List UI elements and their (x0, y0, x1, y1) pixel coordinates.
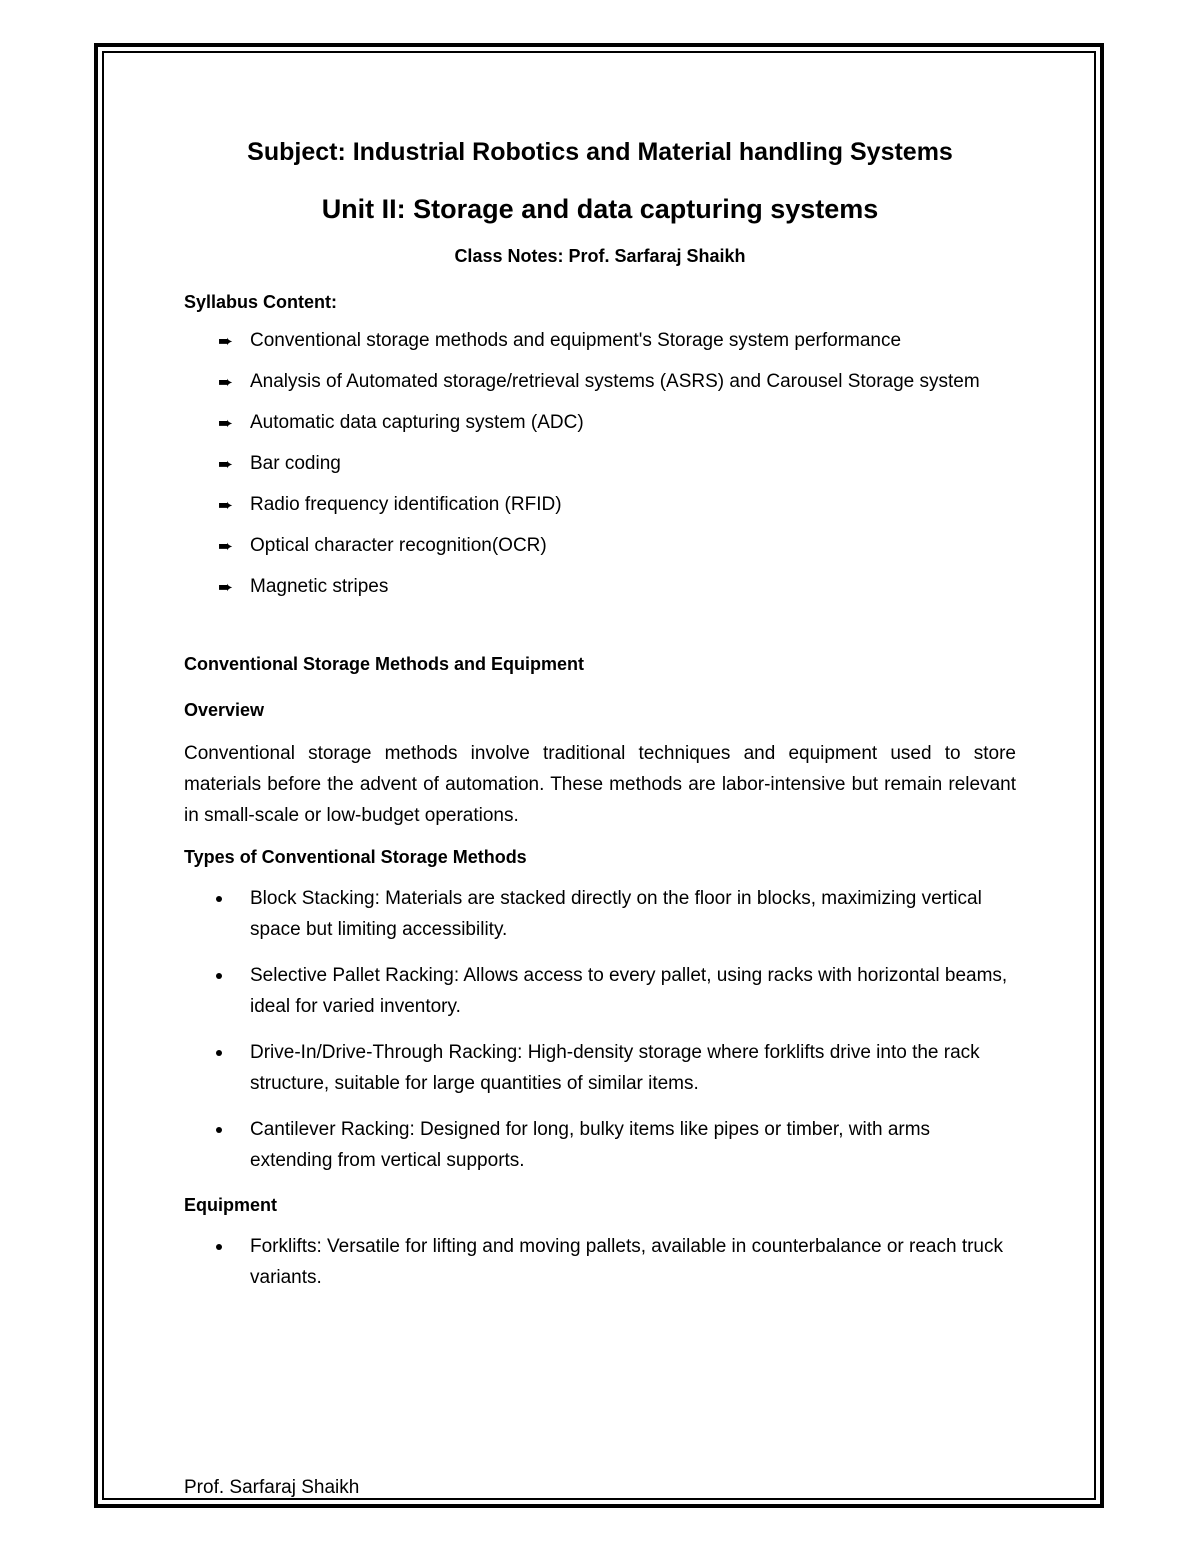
list-item (184, 369, 1016, 395)
equipment-item-text: Forklifts: Versatile for lifting and moving pallets, available in counterbalance or reach truck variants. (250, 1236, 1003, 1288)
unit-title: Unit II: Storage and data capturing systems (321, 194, 879, 224)
list-item (184, 451, 1016, 477)
syllabus-list (184, 328, 1016, 600)
equipment-heading: Equipment (184, 1195, 277, 1215)
list-item (184, 328, 1016, 354)
arrow-bullet-icon: ➨ (218, 577, 234, 597)
bullet-dot-icon (216, 1244, 222, 1250)
list-item (184, 1114, 1016, 1176)
bullet-dot-icon (216, 1050, 222, 1056)
types-heading: Types of Conventional Storage Methods (184, 847, 527, 867)
bullet-dot-icon (216, 973, 222, 979)
types-list (184, 883, 1016, 1176)
arrow-bullet-icon: ➨ (218, 454, 234, 474)
equipment-list (184, 1231, 1016, 1293)
syllabus-item-text: Conventional storage methods and equipment's Storage system performance (250, 330, 902, 351)
bullet-dot-icon (216, 896, 222, 902)
bullet-dot-icon (216, 1127, 222, 1133)
syllabus-item-text: Magnetic stripes (250, 576, 389, 597)
footer-author: Prof. Sarfaraj Shaikh (184, 1477, 360, 1498)
list-item (184, 533, 1016, 559)
document-content (184, 134, 1016, 1308)
arrow-bullet-icon: ➨ (218, 372, 234, 392)
syllabus-item-text: Radio frequency identification (RFID) (250, 494, 562, 515)
syllabus-item-text: Bar coding (250, 453, 341, 474)
type-item-text: Cantilever Racking: Designed for long, bulky items like pipes or timber, with arms extending from vertical supports. (250, 1119, 931, 1171)
arrow-bullet-icon: ➨ (218, 495, 234, 515)
list-item (184, 960, 1016, 1022)
list-item (184, 410, 1016, 436)
syllabus-item-text: Automatic data capturing system (ADC) (250, 412, 584, 433)
list-item (184, 883, 1016, 945)
list-item (184, 1037, 1016, 1099)
overview-paragraph: Conventional storage methods involve traditional techniques and equipment used to store materials before the advent of automation. These methods are labor-intensive but remain relevant in small-scale or low-budget operations. (184, 743, 1016, 826)
syllabus-item-text: Optical character recognition(OCR) (250, 535, 547, 556)
list-item (184, 492, 1016, 518)
type-item-text: Drive-In/Drive-Through Racking: High-density storage where forklifts drive into the rack structure, suitable for large quantities of similar items. (250, 1042, 980, 1094)
arrow-bullet-icon: ➨ (218, 413, 234, 433)
class-notes-author: Class Notes: Prof. Sarfaraj Shaikh (454, 246, 746, 266)
syllabus-item-text: Analysis of Automated storage/retrieval systems (ASRS) and Carousel Storage system (250, 371, 980, 392)
type-item-text: Selective Pallet Racking: Allows access to every pallet, using racks with horizontal beams, ideal for varied inventory. (250, 965, 1008, 1017)
syllabus-heading: Syllabus Content: (184, 292, 338, 312)
arrow-bullet-icon: ➨ (218, 536, 234, 556)
list-item (184, 574, 1016, 600)
subject-title: Subject: Industrial Robotics and Material handling Systems (247, 138, 953, 166)
type-item-text: Block Stacking: Materials are stacked directly on the floor in blocks, maximizing vertical space but limiting accessibility. (250, 888, 982, 940)
section-title: Conventional Storage Methods and Equipment (184, 654, 585, 674)
overview-heading: Overview (184, 700, 265, 720)
list-item (184, 1231, 1016, 1293)
arrow-bullet-icon: ➨ (218, 331, 234, 351)
